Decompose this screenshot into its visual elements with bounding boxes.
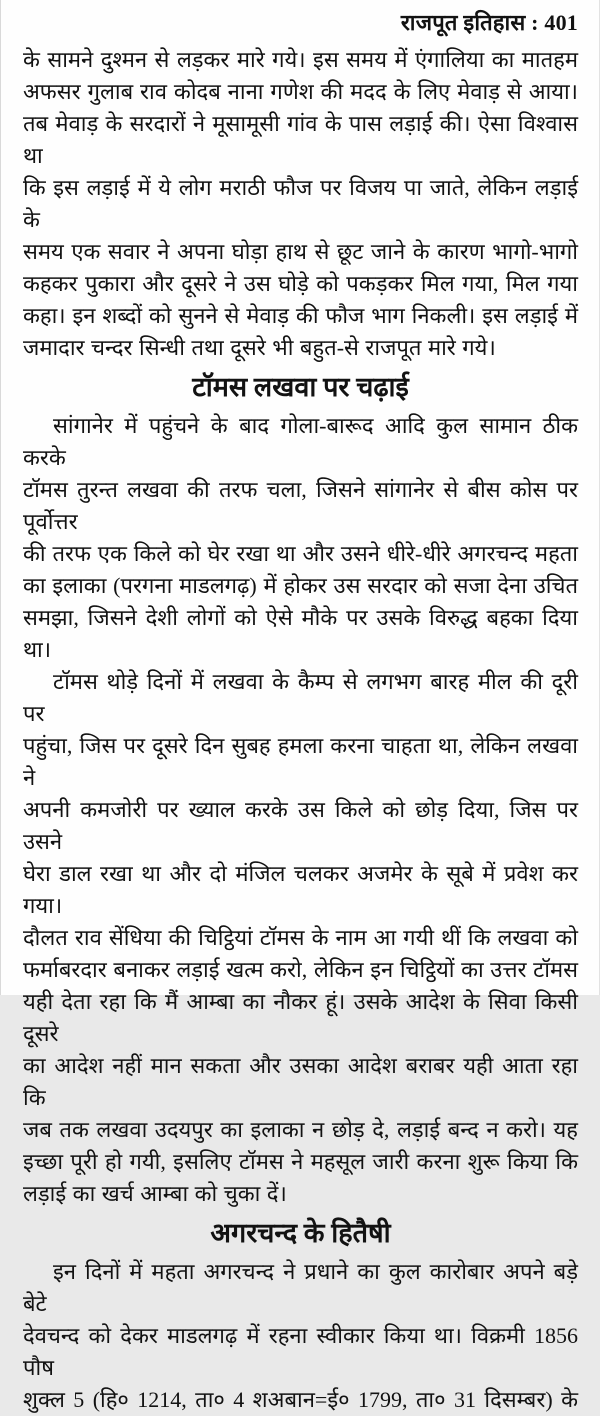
text-line: की तरफ एक किले को घेर रखा था और उसने धीरे-धीरे अगरचन्द महता bbox=[23, 541, 578, 566]
text-line: फर्माबरदार बनाकर लड़ाई खत्म करो, लेकिन इन चिट्ठियों का उत्तर टॉमस bbox=[23, 957, 578, 982]
running-header: राजपूत इतिहास : 401 bbox=[400, 10, 578, 35]
text-line: इन दिनों में महता अगरचन्द ने प्रधाने का कुल कारोबार अपने बड़े बेटे bbox=[23, 1259, 578, 1316]
text-line: टॉमस तुरन्त लखवा की तरफ चला, जिसने सांगानेर से बीस कोस पर पूर्वोत्तर bbox=[23, 477, 578, 534]
text-line: घेरा डाल रखा था और दो मंजिल चलकर अजमेर के सूबे में प्रवेश कर गया। bbox=[23, 861, 578, 918]
text-line: जमादार चन्दर सिन्धी तथा दूसरे भी बहुत-से राजपूत मारे गये। bbox=[23, 335, 496, 360]
section-heading: अगरचन्द के हितैषी bbox=[210, 1218, 391, 1248]
text-line: इच्छा पूरी हो गयी, इसलिए टॉमस ने महसूल जारी करना शुरू किया कि bbox=[23, 1149, 578, 1174]
text-line: के सामने दुश्मन से लड़कर मारे गये। इस समय में एंगालिया का मातहम bbox=[23, 47, 578, 72]
text-line: का इलाका (परगना माडलगढ़) में होकर उस सरदार को सजा देना उचित bbox=[23, 573, 578, 598]
section-heading: टॉमस लखवा पर चढ़ाई bbox=[192, 372, 409, 402]
text-line: दौलत राव सेंधिया की चिट्ठियां टॉमस के नाम आ गयी थीं कि लखवा को bbox=[23, 925, 578, 950]
text-line: यही देता रहा कि मैं आम्बा का नौकर हूं। उसके आदेश के सिवा किसी दूसरे bbox=[23, 989, 578, 1046]
text-line: कहा। इन शब्दों को सुनने से मेवाड़ की फौज भाग निकली। इस लड़ाई में bbox=[23, 303, 578, 328]
text-line: का आदेश नहीं मान सकता और उसका आदेश बराबर यही आता रहा कि bbox=[23, 1053, 578, 1110]
text-line: अफसर गुलाब राव कोदब नाना गणेश की मदद के लिए मेवाड़ से आया। bbox=[23, 79, 578, 104]
text-line: समय एक सवार ने अपना घोड़ा हाथ से छूट जाने के कारण भागो-भागो bbox=[23, 239, 578, 264]
text-line: सांगानेर में पहुंचने के बाद गोला-बारूद आदि कुल सामान ठीक करके bbox=[23, 413, 578, 470]
text-line: जब तक लखवा उदयपुर का इलाका न छोड़ दे, लड़ाई बन्द न करो। यह bbox=[23, 1117, 578, 1142]
text-line: कहकर पुकारा और दूसरे ने उस घोड़े को पकड़कर मिल गया, मिल गया bbox=[23, 271, 578, 296]
page-body bbox=[23, 44, 578, 1416]
text-line: देवचन्द को देकर माडलगढ़ में रहना स्वीकार किया था। विक्रमी 1856 पौष bbox=[23, 1323, 578, 1380]
text-line: तब मेवाड़ के सरदारों ने मूसामूसी गांव के पास लड़ाई की। ऐसा विश्वास था bbox=[23, 111, 578, 168]
text-line: पहुंचा, जिस पर दूसरे दिन सुबह हमला करना चाहता था, लेकिन लखवा ने bbox=[23, 733, 578, 790]
text-line: कि इस लड़ाई में ये लोग मराठी फौज पर विजय पा जाते, लेकिन लड़ाई के bbox=[23, 175, 578, 232]
text-line: लड़ाई का खर्च आम्बा को चुका दें। bbox=[23, 1181, 287, 1206]
text-line: टॉमस थोड़े दिनों में लखवा के कैम्प से लगभग बारह मील की दूरी पर bbox=[23, 669, 578, 726]
text-line: समझा, जिसने देशी लोगों को ऐसे मौके पर उसके विरुद्ध बहका दिया था। bbox=[23, 605, 578, 662]
text-line: शुक्ल 5 (हि० 1214, ता० 4 शअबान=ई० 1799, ता० 31 दिसम्बर) के bbox=[23, 1387, 578, 1412]
text-line: अपनी कमजोरी पर ख्याल करके उस किले को छोड़ दिया, जिस पर उसने bbox=[23, 797, 578, 854]
